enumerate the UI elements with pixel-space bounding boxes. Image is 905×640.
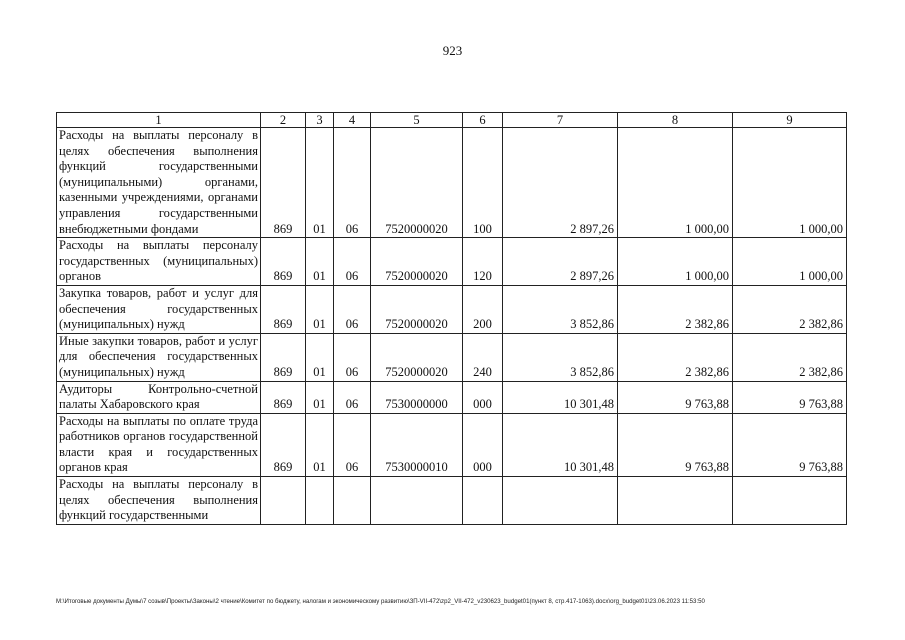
cell-amount-col7: [503, 477, 618, 525]
column-header: 4: [334, 113, 371, 128]
cell-name: Расходы на выплаты персоналу государственных (муниципальных) органов: [57, 238, 261, 286]
column-header: 3: [306, 113, 334, 128]
cell-admin-code: 869: [261, 285, 306, 333]
cell-target-article: 7520000020: [371, 333, 463, 381]
table-row: [57, 413, 847, 476]
column-header: 5: [371, 113, 463, 128]
cell-amount-col8: 1 000,00: [618, 128, 733, 238]
cell-name: Закупка товаров, работ и услуг для обеспечения государственных (муниципальных) нужд: [57, 285, 261, 333]
cell-target-article: [371, 477, 463, 525]
cell-target-article: 7520000020: [371, 238, 463, 286]
cell-expense-type: 120: [463, 238, 503, 286]
cell-amount-col8: 2 382,86: [618, 333, 733, 381]
cell-amount-col8: [618, 477, 733, 525]
cell-subsection: 06: [334, 238, 371, 286]
table-row: [57, 285, 847, 333]
cell-expense-type: 240: [463, 333, 503, 381]
cell-expense-type: [463, 477, 503, 525]
cell-subsection: 06: [334, 381, 371, 413]
cell-amount-col9: 1 000,00: [733, 128, 847, 238]
cell-amount-col8: 1 000,00: [618, 238, 733, 286]
cell-target-article: 7530000010: [371, 413, 463, 476]
column-header: 2: [261, 113, 306, 128]
column-header: 1: [57, 113, 261, 128]
cell-section: 01: [306, 381, 334, 413]
page-number: 923: [442, 43, 463, 58]
cell-amount-col7: 2 897,26: [503, 128, 618, 238]
cell-section: 01: [306, 285, 334, 333]
cell-amount-col9: [733, 477, 847, 525]
cell-target-article: 7520000020: [371, 128, 463, 238]
cell-amount-col7: 10 301,48: [503, 413, 618, 476]
cell-amount-col9: 9 763,88: [733, 413, 847, 476]
cell-expense-type: 000: [463, 413, 503, 476]
cell-amount-col8: 9 763,88: [618, 413, 733, 476]
table-row: [57, 333, 847, 381]
cell-admin-code: 869: [261, 413, 306, 476]
table-row: [57, 477, 847, 525]
cell-target-article: 7520000020: [371, 285, 463, 333]
cell-amount-col9: 9 763,88: [733, 381, 847, 413]
cell-target-article: 7530000000: [371, 381, 463, 413]
cell-amount-col8: 2 382,86: [618, 285, 733, 333]
table-row: [57, 238, 847, 286]
budget-table: [56, 112, 847, 525]
table-row: [57, 128, 847, 238]
cell-name: Аудиторы Контрольно-счетной палаты Хабаровского края: [57, 381, 261, 413]
cell-expense-type: 100: [463, 128, 503, 238]
cell-admin-code: 869: [261, 128, 306, 238]
cell-section: 01: [306, 413, 334, 476]
cell-subsection: [334, 477, 371, 525]
cell-subsection: 06: [334, 285, 371, 333]
column-header: 8: [618, 113, 733, 128]
cell-amount-col8: 9 763,88: [618, 381, 733, 413]
cell-subsection: 06: [334, 333, 371, 381]
cell-amount-col7: 3 852,86: [503, 333, 618, 381]
cell-section: [306, 477, 334, 525]
column-header: 6: [463, 113, 503, 128]
cell-section: 01: [306, 128, 334, 238]
column-header: 7: [503, 113, 618, 128]
cell-subsection: 06: [334, 128, 371, 238]
cell-amount-col7: 10 301,48: [503, 381, 618, 413]
cell-expense-type: 200: [463, 285, 503, 333]
table-row: [57, 381, 847, 413]
cell-amount-col7: 2 897,26: [503, 238, 618, 286]
cell-subsection: 06: [334, 413, 371, 476]
cell-expense-type: 000: [463, 381, 503, 413]
cell-name: Расходы на выплаты персоналу в целях обеспечения выполнения функций государственными (муниципальными) органами, казенными учреждениями, органами управления государственными внебюджетными фондами: [57, 128, 261, 238]
cell-admin-code: 869: [261, 333, 306, 381]
table-header-row: [57, 113, 847, 128]
cell-name: Иные закупки товаров, работ и услуг для обеспечения государственных (муниципальных) нужд: [57, 333, 261, 381]
cell-name: Расходы на выплаты персоналу в целях обеспечения выполнения функций государственными: [57, 477, 261, 525]
column-header: 9: [733, 113, 847, 128]
cell-amount-col9: 1 000,00: [733, 238, 847, 286]
cell-amount-col7: 3 852,86: [503, 285, 618, 333]
cell-admin-code: 869: [261, 238, 306, 286]
cell-section: 01: [306, 333, 334, 381]
cell-admin-code: 869: [261, 381, 306, 413]
document-path-footer: M:\Итоговые документы Думы\7 созыв\Проекты\Законы\2 чтение\Комитет по бюджету, налогам и экономическому развитию\ЗП-VII-472\zp2_VII-472_v230623_budget01(пункт 8, стр.417-1063).docx\org_budget01\23.06.2023 11:53:50: [56, 598, 705, 605]
cell-admin-code: [261, 477, 306, 525]
cell-amount-col9: 2 382,86: [733, 285, 847, 333]
cell-amount-col9: 2 382,86: [733, 333, 847, 381]
cell-section: 01: [306, 238, 334, 286]
cell-name: Расходы на выплаты по оплате труда работников органов государственной власти края и государственных органов края: [57, 413, 261, 476]
